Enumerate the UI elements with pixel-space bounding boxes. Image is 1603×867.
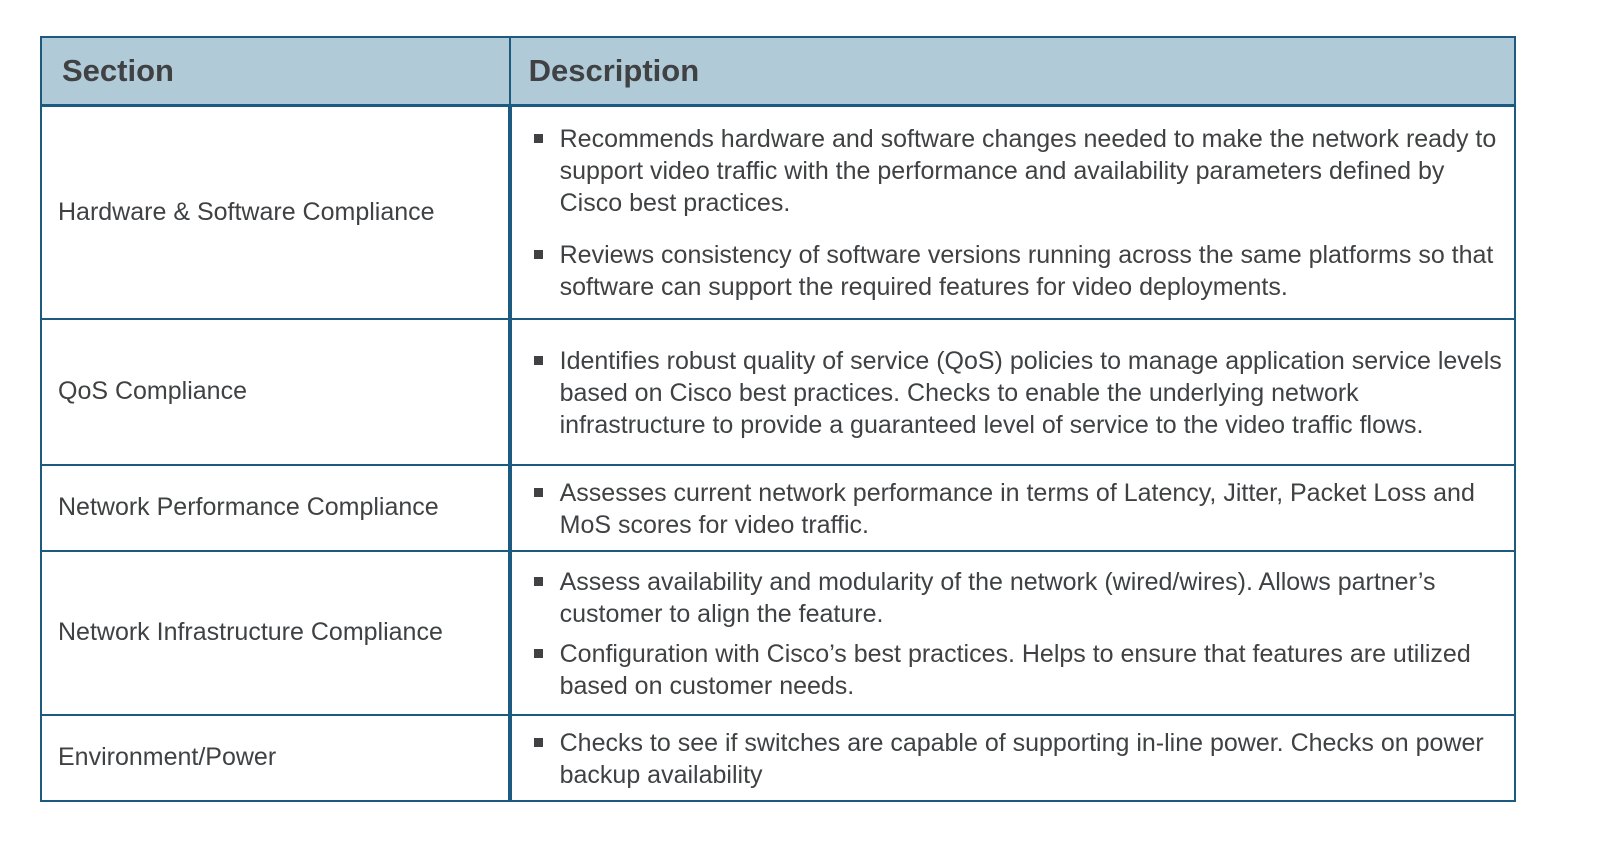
bullet-list [532,345,1504,441]
bullet-item [532,638,1504,702]
section-cell: Environment/Power [41,715,510,801]
bullet-item [532,477,1504,541]
section-cell: Network Infrastructure Compliance [41,551,510,715]
description-cell [510,106,1515,319]
bullet-list [532,566,1504,702]
bullet-text: Assesses current network performance in terms of Latency, Jitter, Packet Loss and MoS scores for video traffic. [559,478,1475,539]
square-bullet-icon [534,488,543,497]
table-row-qos [41,319,1515,465]
table-row-hardware-software [41,106,1515,319]
table-row-network-infrastructure [41,551,1515,715]
bullet-text: Recommends hardware and software changes needed to make the network ready to support video traffic with the performance and availability parameters defined by Cisco best practices. [559,125,1497,218]
compliance-table [40,36,1516,802]
square-bullet-icon [534,649,543,658]
bullet-item [532,345,1504,441]
description-cell [510,715,1515,801]
section-cell: Hardware & Software Compliance [41,106,510,319]
bullet-item [532,123,1504,219]
description-column-header: Description [510,37,1515,106]
bullet-list [532,123,1504,303]
bullet-item [532,566,1504,630]
square-bullet-icon [534,738,543,747]
bullet-text: Reviews consistency of software versions running across the same platforms so that software can support the required features for video deployments. [559,241,1494,302]
square-bullet-icon [534,134,543,143]
description-cell [510,319,1515,465]
description-cell [510,465,1515,551]
table-row-environment-power [41,715,1515,801]
bullet-text: Configuration with Cisco’s best practices. Helps to ensure that features are utilized based on customer needs. [559,639,1471,700]
square-bullet-icon [534,356,543,365]
square-bullet-icon [534,577,543,586]
header-row [41,37,1515,106]
bullet-list [532,727,1504,791]
section-cell: Network Performance Compliance [41,465,510,551]
section-column-header: Section [41,37,510,106]
square-bullet-icon [534,250,543,259]
bullet-item [532,239,1504,303]
bullet-item [532,727,1504,791]
bullet-text: Identifies robust quality of service (QoS) policies to manage application service levels based on Cisco best practices. Checks to enable the underlying network infrastructure to provide a guaranteed level of service to the video traffic flows. [559,346,1502,439]
table-body [41,106,1515,801]
table-row-network-performance [41,465,1515,551]
bullet-text: Assess availability and modularity of the network (wired/wires). Allows partner’s customer to align the feature. [559,567,1436,628]
bullet-text: Checks to see if switches are capable of supporting in-line power. Checks on power backup availability [559,728,1484,789]
bullet-list [532,477,1504,541]
table-header [41,37,1515,106]
description-cell [510,551,1515,715]
section-cell: QoS Compliance [41,319,510,465]
